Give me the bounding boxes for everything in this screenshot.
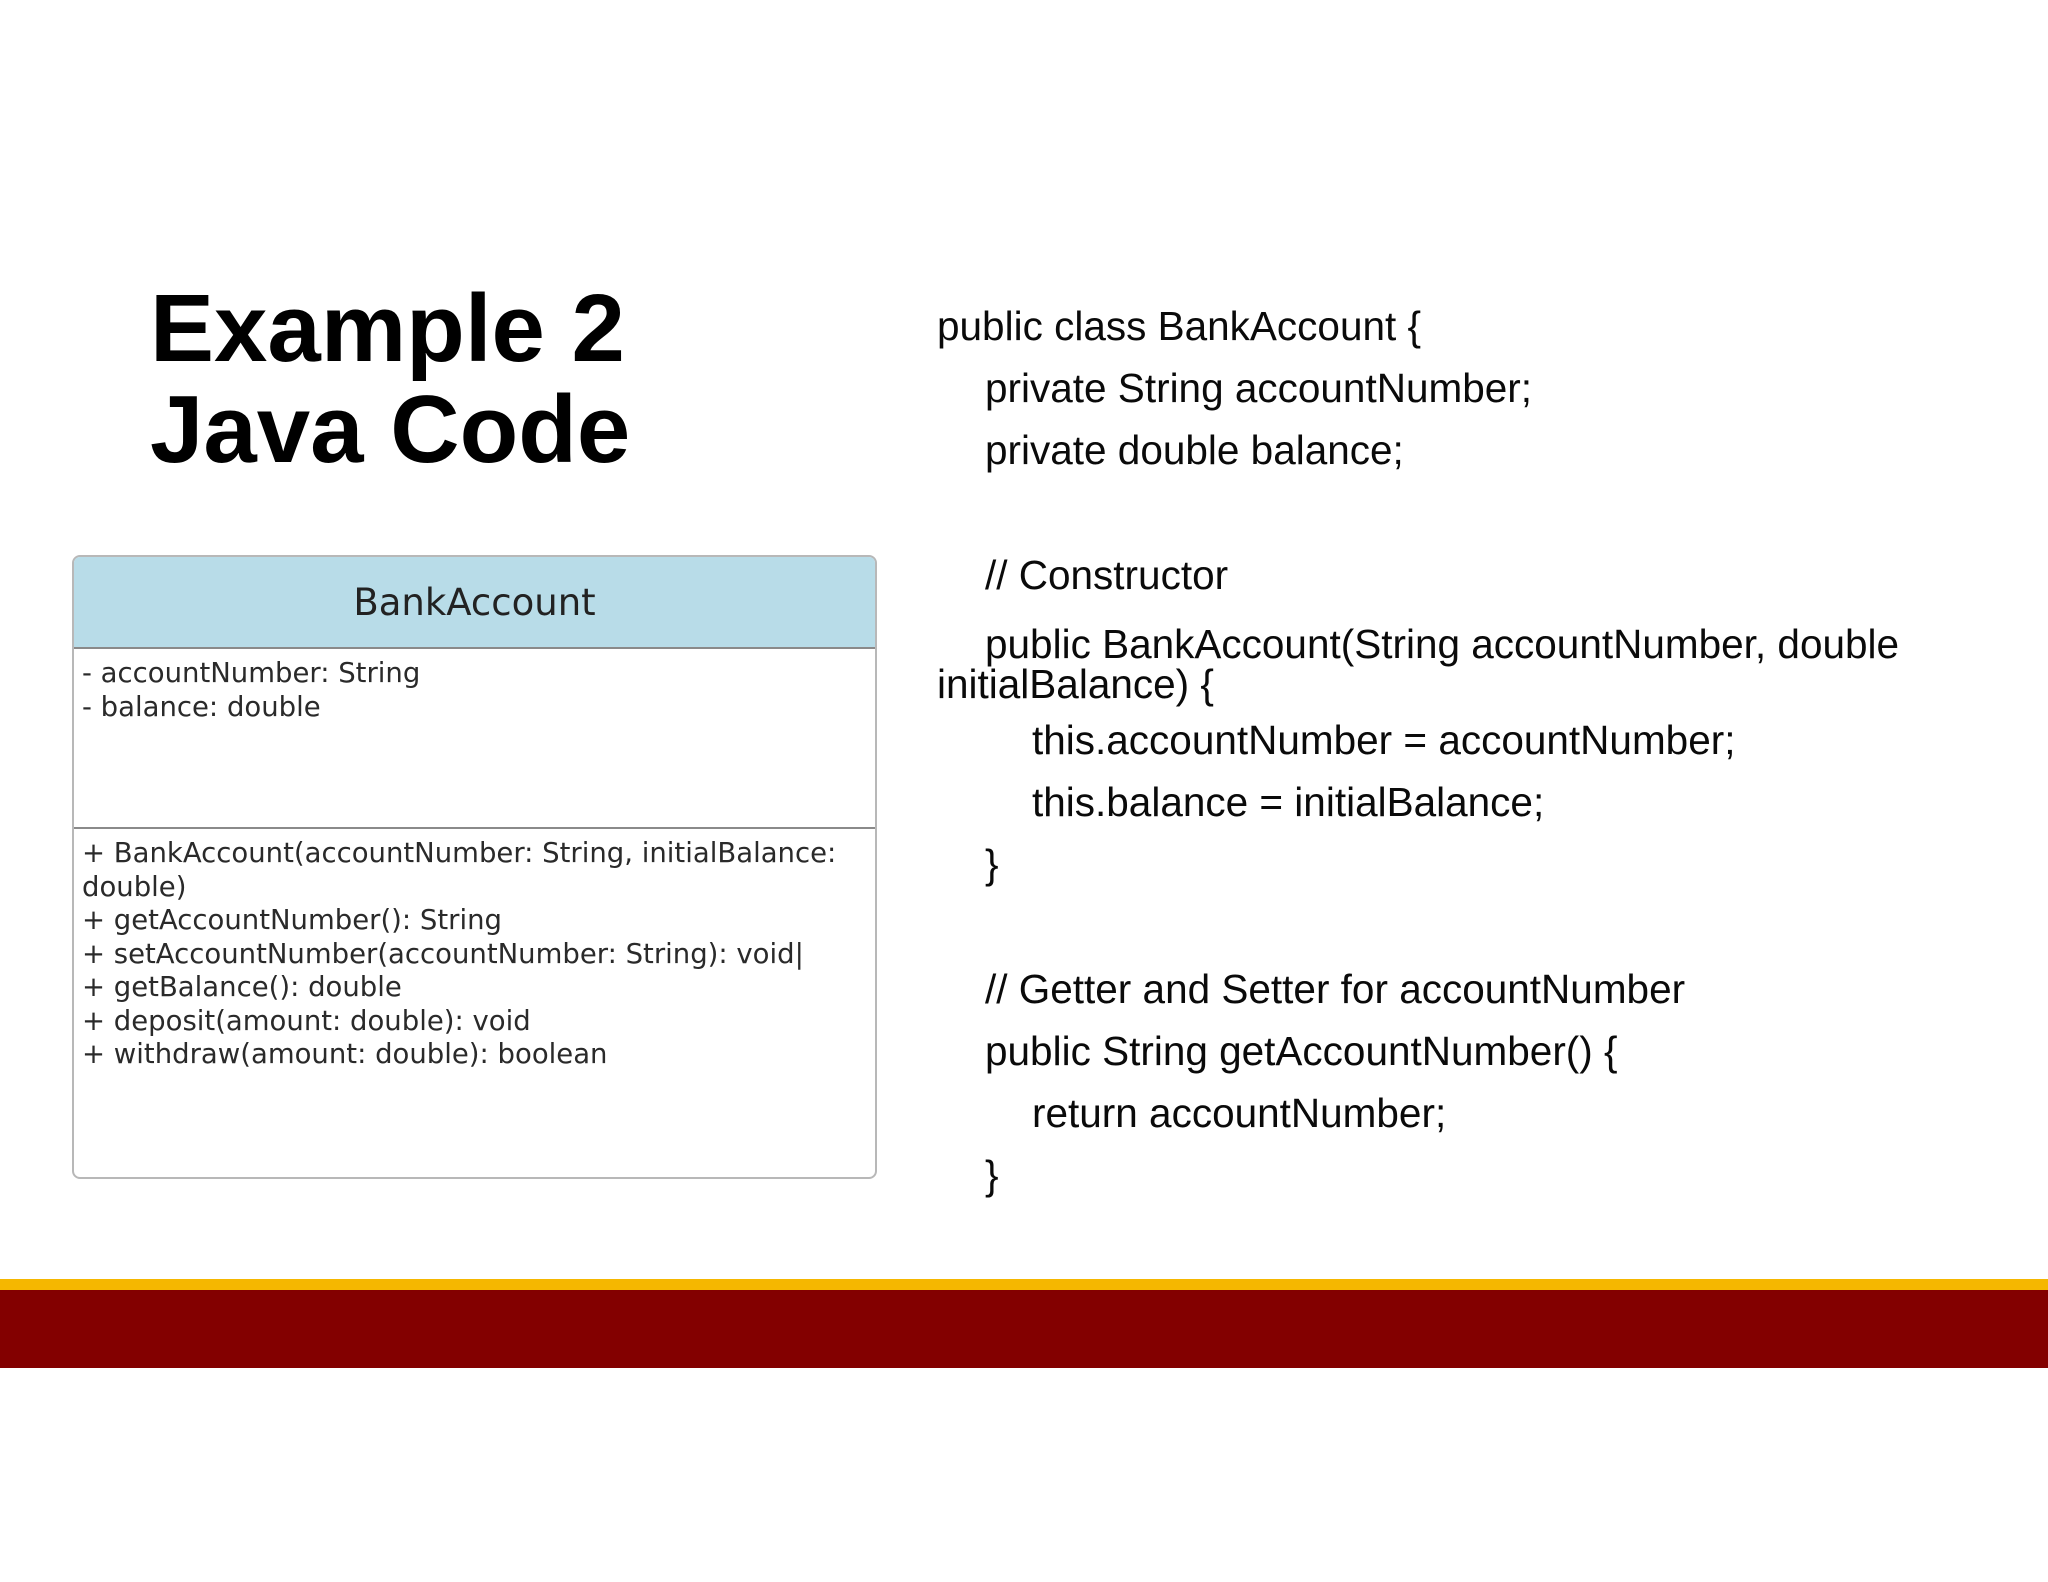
slide-title-line-1: Example 2 [150, 275, 625, 382]
uml-class-name: BankAccount [74, 557, 875, 649]
code-line-wrapped [937, 606, 2017, 709]
uml-operation: + withdraw(amount: double): boolean [82, 1038, 608, 1070]
code-line: } [985, 1152, 999, 1199]
code-line: initialBalance) { [937, 660, 1214, 707]
slide-title [150, 275, 631, 483]
footer-gold-stripe [0, 1279, 2048, 1290]
code-line: private String accountNumber; [985, 365, 1533, 412]
code-line: public String getAccountNumber() { [985, 1027, 1618, 1074]
code-line: return accountNumber; [1032, 1090, 1447, 1137]
code-comment: // Constructor [985, 551, 1229, 598]
uml-operation: double) [82, 870, 187, 903]
uml-operation: + getAccountNumber(): String [82, 904, 502, 936]
uml-attribute: - accountNumber: String [82, 657, 421, 689]
code-line: this.accountNumber = accountNumber; [1032, 716, 1736, 763]
code-line: this.balance = initialBalance; [1032, 779, 1545, 826]
uml-operation: + deposit(amount: double): void [82, 1004, 531, 1037]
code-comment: // Getter and Setter for accountNumber [985, 965, 1686, 1012]
footer-red-band [0, 1290, 2048, 1368]
code-line: public BankAccount(String accountNumber, double [985, 620, 1900, 667]
uml-operation: + getBalance(): double [82, 971, 402, 1003]
code-blank-line [937, 482, 2017, 544]
code-blank-line [937, 896, 2017, 958]
uml-class-diagram [72, 555, 877, 1179]
slide-title-line-2: Java Code [150, 376, 631, 483]
uml-operations-section [74, 829, 875, 1072]
code-line: } [985, 841, 999, 888]
code-line: public class BankAccount { [937, 303, 1422, 349]
uml-attribute: - balance: double [82, 690, 321, 723]
uml-attributes-section [74, 649, 875, 829]
uml-operation: + setAccountNumber(accountNumber: String): void| [82, 937, 804, 970]
java-code-block [937, 295, 2017, 1206]
code-line: private double balance; [985, 427, 1404, 474]
uml-operation: + BankAccount(accountNumber: String, initialBalance: [82, 837, 837, 869]
